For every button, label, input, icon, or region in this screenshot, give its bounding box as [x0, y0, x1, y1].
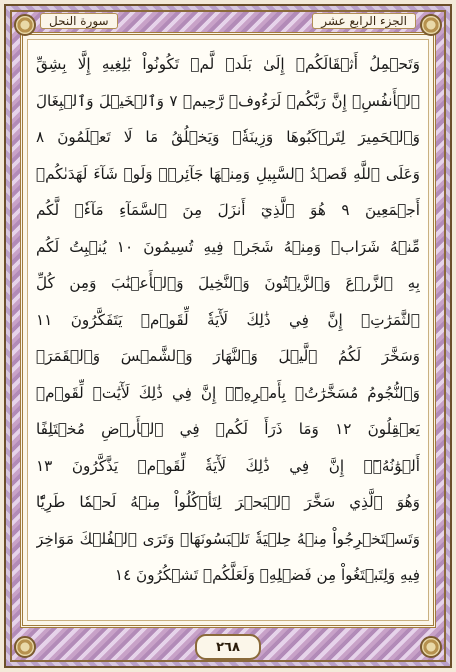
verse-line: وَٱلنُّجُومُ مُسَخَّرَٰتُۢ بِأَمۡرِهِۦٓۚ إِنَّ فِي ذَٰلِكَ لَأٓيَٰتٖ لِّقَوۡمٖ [36, 383, 420, 402]
corner-ornament-icon [14, 636, 36, 658]
verse-line: وَتَحۡمِلُ أَثۡقَالَكُمۡ إِلَىٰ بَلَدٖ لَّمۡ تَكُونُواْ بَٰلِغِيهِ إِلَّا بِشِقِّ [36, 55, 420, 73]
corner-ornament-icon [420, 636, 442, 658]
verse-line: وَٱلۡحَمِيرَ لِتَرۡكَبُوهَا وَزِينَةٗۚ وَيَخۡلُقُ مَا لَا تَعۡلَمُونَ ٨ [36, 128, 420, 146]
page-number: ٢٦٨ [195, 634, 261, 660]
verse-line: بِهِ ٱلزَّرۡعَ وَٱلزَّيۡتُونَ وَٱلنَّخِيلَ وَٱلۡأَعۡنَٰبَ وَمِن كُلِّ [36, 274, 420, 292]
verse-line: وَعَلَى ٱللَّهِ قَصۡدُ ٱلسَّبِيلِ وَمِنۡهَا جَآئِرٞۚ وَلَوۡ شَآءَ لَهَدَىٰكُمۡ [36, 164, 420, 183]
verse-line: يَعۡقِلُونَ ١٢ وَمَا ذَرَأَ لَكُمۡ فِي ٱلۡأَرۡضِ مُخۡتَلِفًا [36, 420, 420, 438]
verse-line: وَهُوَ ٱلَّذِي سَخَّرَ ٱلۡبَحۡرَ لِتَأۡكُلُواْ مِنۡهُ لَحۡمٗا طَرِيّٗا [36, 493, 420, 511]
surah-name: سورة النحل [40, 13, 118, 29]
verse-line: وَتَسۡتَخۡرِجُواْ مِنۡهُ حِلۡيَةٗ تَلۡبَسُونَهَاۖ وَتَرَى ٱلۡفُلۡكَ مَوَاخِرَ [36, 529, 420, 548]
verse-line: أَجۡمَعِينَ ٩ هُوَ ٱلَّذِيٓ أَنزَلَ مِنَ ٱلسَّمَآءِ مَآءٗۖ لَّكُم [36, 201, 420, 219]
verse-line: ٱلۡأَنفُسِۚ إِنَّ رَبَّكُمۡ لَرَءُوفٞ رَّحِيمٞ ٧ وَٱلۡخَيۡلَ وَٱلۡبِغَالَ [36, 91, 420, 110]
verse-text [36, 46, 420, 594]
page-header [20, 10, 436, 32]
verse-line: فِيهِ وَلِتَبۡتَغُواْ مِن فَضۡلِهِۦ وَلَعَلَّكُمۡ تَشۡكُرُونَ ١٤ [114, 566, 420, 584]
juz-name: الجزء الرابع عشر [312, 13, 416, 29]
verse-line: ٱلثَّمَرَٰتِۚ إِنَّ فِي ذَٰلِكَ لَأٓيَةٗ لِّقَوۡمٖ يَتَفَكَّرُونَ ١١ [36, 310, 420, 329]
verse-line: أَلۡوَٰنُهُۥٓۚ إِنَّ فِي ذَٰلِكَ لَأٓيَةٗ لِّقَوۡمٖ يَذَّكَّرُونَ ١٣ [36, 456, 420, 475]
verse-line: مِّنۡهُ شَرَابٞ وَمِنۡهُ شَجَرٞ فِيهِ تُسِيمُونَ ١٠ يُنۢبِتُ لَكُم [36, 237, 420, 256]
verse-line: وَسَخَّرَ لَكُمُ ٱلَّيۡلَ وَٱلنَّهَارَ وَٱلشَّمۡسَ وَٱلۡقَمَرَۖ [36, 347, 420, 365]
